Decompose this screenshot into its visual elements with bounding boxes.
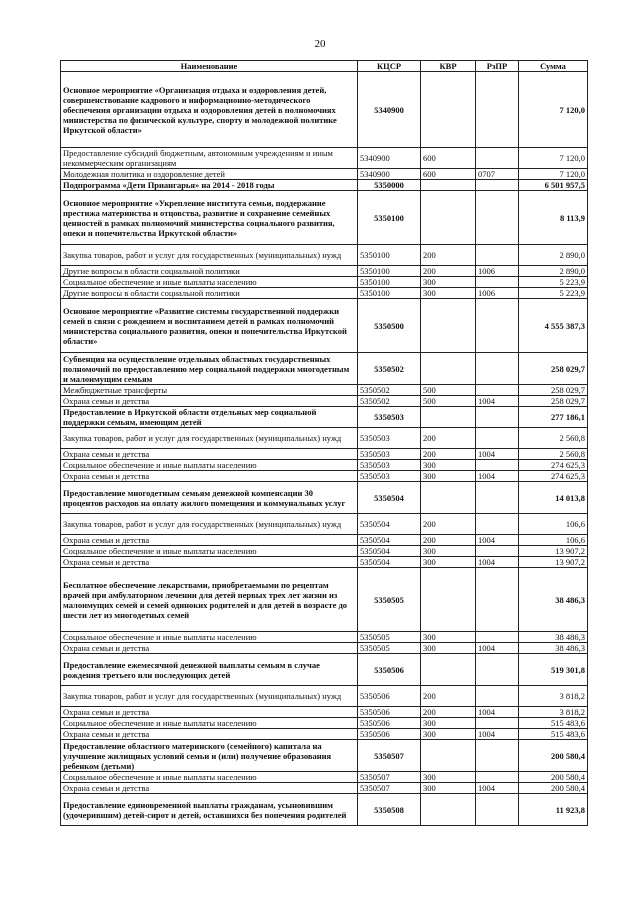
cell-name: Межбюджетные трансферты [61, 385, 358, 396]
cell-sum: 38 486,3 [519, 643, 588, 654]
cell-kcsr: 5350502 [358, 396, 421, 407]
cell-name: Охрана семьи и детства [61, 535, 358, 546]
cell-rzpr [476, 718, 519, 729]
cell-kvr: 600 [421, 148, 476, 169]
cell-kvr [421, 654, 476, 686]
cell-rzpr [476, 72, 519, 148]
cell-name: Социальное обеспечение и иные выплаты населению [61, 772, 358, 783]
cell-kcsr: 5350100 [358, 245, 421, 266]
cell-sum: 8 113,9 [519, 191, 588, 245]
cell-sum: 5 223,9 [519, 288, 588, 299]
cell-rzpr [476, 686, 519, 707]
cell-sum: 14 013,8 [519, 482, 588, 514]
cell-name: Субвенция на осуществление отдельных областных государственных полномочий по предоставлению мер социальной поддержки многодетным и малоимущим семьям [61, 353, 358, 385]
cell-kvr: 300 [421, 729, 476, 740]
table-row [61, 407, 588, 428]
cell-rzpr [476, 180, 519, 191]
cell-sum: 13 907,2 [519, 557, 588, 568]
cell-sum: 200 580,4 [519, 740, 588, 772]
cell-kcsr: 5350505 [358, 632, 421, 643]
budget-table [60, 60, 588, 826]
cell-rzpr [476, 428, 519, 449]
table-row [61, 288, 588, 299]
cell-name: Охрана семьи и детства [61, 643, 358, 654]
cell-sum: 3 818,2 [519, 686, 588, 707]
cell-name: Предоставление ежемесячной денежной выплаты семьям в случае рождения третьего или последующих детей [61, 654, 358, 686]
cell-kvr: 500 [421, 396, 476, 407]
cell-kcsr: 5350503 [358, 460, 421, 471]
cell-sum: 200 580,4 [519, 783, 588, 794]
table-row [61, 385, 588, 396]
cell-kcsr: 5350100 [358, 288, 421, 299]
cell-name: Другие вопросы в области социальной политики [61, 266, 358, 277]
cell-name: Предоставление многодетным семьям денежной компенсации 30 процентов расходов на оплату жилого помещения и коммунальных услуг [61, 482, 358, 514]
cell-rzpr [476, 654, 519, 686]
page-number: 20 [314, 38, 326, 50]
cell-name: Закупка товаров, работ и услуг для государственных (муниципальных) нужд [61, 428, 358, 449]
table-row [61, 277, 588, 288]
table-row [61, 707, 588, 718]
cell-name: Основное мероприятие «Укрепление института семьи, поддержание престижа материнства и отцовства, развитие и сохранение семейных ценностей в рамках полномочий министерства социального развития, опеки и попечительства Иркутской области» [61, 191, 358, 245]
table-row [61, 654, 588, 686]
cell-kvr: 300 [421, 288, 476, 299]
cell-kcsr: 5350505 [358, 643, 421, 654]
table-row [61, 449, 588, 460]
cell-rzpr: 1006 [476, 266, 519, 277]
cell-sum: 2 560,8 [519, 449, 588, 460]
cell-sum: 106,6 [519, 535, 588, 546]
cell-kcsr: 5350503 [358, 471, 421, 482]
cell-kvr [421, 740, 476, 772]
cell-sum: 106,6 [519, 514, 588, 535]
cell-kcsr: 5350506 [358, 729, 421, 740]
cell-sum: 515 483,6 [519, 718, 588, 729]
cell-name: Предоставление субсидий бюджетным, автономным учреждениям и иным некоммерческим организациям [61, 148, 358, 169]
column-header-rzpr: РзПР [476, 61, 519, 72]
cell-kcsr: 5350507 [358, 740, 421, 772]
cell-rzpr [476, 794, 519, 826]
cell-sum: 38 486,3 [519, 568, 588, 632]
cell-sum: 11 923,8 [519, 794, 588, 826]
table-row [61, 632, 588, 643]
cell-rzpr: 1004 [476, 707, 519, 718]
cell-name: Охрана семьи и детства [61, 729, 358, 740]
cell-kcsr: 5350502 [358, 353, 421, 385]
cell-name: Основное мероприятие «Развитие системы государственной поддержки семей в связи с рождением и воспитанием детей в рамках полномочий министерства социального развития, опеки и попечительства Иркутской области» [61, 299, 358, 353]
table-row [61, 514, 588, 535]
cell-kcsr: 5340900 [358, 148, 421, 169]
cell-kcsr: 5350504 [358, 482, 421, 514]
cell-kcsr: 5350507 [358, 783, 421, 794]
cell-rzpr: 1004 [476, 557, 519, 568]
cell-rzpr [476, 482, 519, 514]
cell-name: Социальное обеспечение и иные выплаты населению [61, 546, 358, 557]
table-row [61, 718, 588, 729]
cell-sum: 4 555 387,3 [519, 299, 588, 353]
cell-kvr: 300 [421, 718, 476, 729]
table-row [61, 72, 588, 148]
table-header-row [61, 61, 588, 72]
cell-sum: 515 483,6 [519, 729, 588, 740]
cell-kvr: 500 [421, 385, 476, 396]
cell-kvr: 300 [421, 632, 476, 643]
cell-kcsr: 5350503 [358, 449, 421, 460]
cell-kcsr: 5350506 [358, 707, 421, 718]
cell-name: Бесплатное обеспечение лекарствами, приобретаемыми по рецептам врачей при амбулаторном лечении для детей первых трех лет жизни из малоимущих семей и семей одиноких родителей и для детей в возрасте до шести лет из многодетных семей [61, 568, 358, 632]
table-row [61, 191, 588, 245]
cell-rzpr [476, 385, 519, 396]
table-row [61, 794, 588, 826]
cell-rzpr [476, 632, 519, 643]
cell-sum: 519 301,8 [519, 654, 588, 686]
cell-sum: 258 029,7 [519, 385, 588, 396]
cell-sum: 3 818,2 [519, 707, 588, 718]
cell-kvr [421, 794, 476, 826]
table-row [61, 482, 588, 514]
cell-name: Охрана семьи и детства [61, 396, 358, 407]
cell-sum: 2 890,0 [519, 266, 588, 277]
cell-kvr: 200 [421, 514, 476, 535]
cell-sum: 2 560,8 [519, 428, 588, 449]
cell-kcsr: 5350508 [358, 794, 421, 826]
cell-rzpr: 0707 [476, 169, 519, 180]
cell-name: Основное мероприятие «Организация отдыха и оздоровления детей, совершенствование кадрового и информационно-методического обеспечения организации отдыха и оздоровления детей в полномочиях министерства по физической культуре, спорту и молодежной политике Иркутской области» [61, 72, 358, 148]
cell-sum: 258 029,7 [519, 396, 588, 407]
cell-rzpr: 1006 [476, 288, 519, 299]
table-row [61, 686, 588, 707]
column-header-kcsr: КЦСР [358, 61, 421, 72]
cell-rzpr [476, 299, 519, 353]
cell-sum: 7 120,0 [519, 148, 588, 169]
cell-sum: 258 029,7 [519, 353, 588, 385]
cell-kvr [421, 353, 476, 385]
cell-kvr [421, 299, 476, 353]
table-row [61, 169, 588, 180]
cell-rzpr [476, 740, 519, 772]
cell-rzpr: 1004 [476, 449, 519, 460]
cell-sum: 274 625,3 [519, 460, 588, 471]
cell-name: Предоставление областного материнского (семейного) капитала на улучшение жилищных условий семьи и (или) получение образования ребенком (детьми) [61, 740, 358, 772]
table-row [61, 740, 588, 772]
table-row [61, 266, 588, 277]
cell-name: Охрана семьи и детства [61, 557, 358, 568]
cell-name: Социальное обеспечение и иные выплаты населению [61, 718, 358, 729]
cell-sum: 38 486,3 [519, 632, 588, 643]
cell-kcsr: 5350504 [358, 514, 421, 535]
cell-kvr [421, 568, 476, 632]
cell-kvr: 300 [421, 277, 476, 288]
table-row [61, 729, 588, 740]
cell-kcsr: 5350506 [358, 654, 421, 686]
cell-name: Охрана семьи и детства [61, 707, 358, 718]
table-row [61, 535, 588, 546]
cell-name: Охрана семьи и детства [61, 783, 358, 794]
cell-rzpr: 1004 [476, 783, 519, 794]
cell-kvr: 300 [421, 471, 476, 482]
cell-sum: 200 580,4 [519, 772, 588, 783]
cell-kcsr: 5350504 [358, 557, 421, 568]
table-row [61, 428, 588, 449]
cell-name: Социальное обеспечение и иные выплаты населению [61, 277, 358, 288]
table-row [61, 783, 588, 794]
cell-name: Предоставление в Иркутской области отдельных мер социальной поддержки семьям, имеющим детей [61, 407, 358, 428]
cell-kcsr: 5350100 [358, 191, 421, 245]
column-header-kvr: КВР [421, 61, 476, 72]
cell-sum: 6 501 957,5 [519, 180, 588, 191]
cell-kvr: 300 [421, 643, 476, 654]
cell-kvr: 300 [421, 783, 476, 794]
cell-name: Социальное обеспечение и иные выплаты населению [61, 632, 358, 643]
cell-rzpr [476, 245, 519, 266]
cell-kvr: 200 [421, 535, 476, 546]
cell-rzpr [476, 353, 519, 385]
cell-name: Социальное обеспечение и иные выплаты населению [61, 460, 358, 471]
cell-name: Подпрограмма «Дети Приангарья» на 2014 - 2018 годы [61, 180, 358, 191]
cell-kcsr: 5350507 [358, 772, 421, 783]
cell-kcsr: 5350506 [358, 718, 421, 729]
cell-rzpr [476, 514, 519, 535]
cell-kcsr: 5350100 [358, 277, 421, 288]
cell-kcsr: 5350505 [358, 568, 421, 632]
cell-kcsr: 5350506 [358, 686, 421, 707]
cell-kcsr: 5350503 [358, 407, 421, 428]
table-row [61, 546, 588, 557]
cell-rzpr [476, 546, 519, 557]
cell-kcsr: 5350504 [358, 546, 421, 557]
cell-kvr: 200 [421, 686, 476, 707]
table-row [61, 568, 588, 632]
cell-rzpr [476, 407, 519, 428]
cell-sum: 5 223,9 [519, 277, 588, 288]
cell-kcsr: 5350500 [358, 299, 421, 353]
cell-rzpr [476, 191, 519, 245]
cell-kvr [421, 191, 476, 245]
cell-kvr [421, 72, 476, 148]
cell-kvr: 200 [421, 449, 476, 460]
cell-kcsr: 5350000 [358, 180, 421, 191]
cell-kvr [421, 482, 476, 514]
cell-name: Предоставление единовременной выплаты гражданам, усыновившим (удочерившим) детей-сирот и детей, оставшихся без попечения родителей [61, 794, 358, 826]
cell-sum: 13 907,2 [519, 546, 588, 557]
cell-kvr [421, 407, 476, 428]
cell-kvr [421, 180, 476, 191]
cell-kcsr: 5340900 [358, 169, 421, 180]
table-row [61, 299, 588, 353]
cell-name: Закупка товаров, работ и услуг для государственных (муниципальных) нужд [61, 245, 358, 266]
cell-kvr: 300 [421, 460, 476, 471]
cell-name: Закупка товаров, работ и услуг для государственных (муниципальных) нужд [61, 686, 358, 707]
cell-rzpr: 1004 [476, 396, 519, 407]
cell-rzpr: 1004 [476, 729, 519, 740]
table-row [61, 148, 588, 169]
cell-kvr: 600 [421, 169, 476, 180]
cell-name: Охрана семьи и детства [61, 471, 358, 482]
cell-kcsr: 5350100 [358, 266, 421, 277]
cell-kvr: 300 [421, 557, 476, 568]
cell-rzpr: 1004 [476, 535, 519, 546]
cell-kcsr: 5350502 [358, 385, 421, 396]
cell-kvr: 200 [421, 245, 476, 266]
cell-sum: 277 186,1 [519, 407, 588, 428]
cell-kvr: 300 [421, 772, 476, 783]
cell-rzpr [476, 277, 519, 288]
table-body [61, 72, 588, 826]
table-row [61, 643, 588, 654]
table-row [61, 460, 588, 471]
table-row [61, 471, 588, 482]
cell-rzpr [476, 568, 519, 632]
cell-name: Охрана семьи и детства [61, 449, 358, 460]
cell-rzpr: 1004 [476, 471, 519, 482]
table-row [61, 245, 588, 266]
cell-kvr: 200 [421, 266, 476, 277]
cell-name: Молодежная политика и оздоровление детей [61, 169, 358, 180]
cell-kvr: 200 [421, 428, 476, 449]
table-row [61, 180, 588, 191]
cell-name: Закупка товаров, работ и услуг для государственных (муниципальных) нужд [61, 514, 358, 535]
cell-rzpr [476, 772, 519, 783]
column-header-sum: Сумма [519, 61, 588, 72]
column-header-name: Наименование [61, 61, 358, 72]
cell-rzpr [476, 148, 519, 169]
table-row [61, 353, 588, 385]
cell-kcsr: 5350503 [358, 428, 421, 449]
table-row [61, 772, 588, 783]
cell-sum: 274 625,3 [519, 471, 588, 482]
cell-sum: 7 120,0 [519, 72, 588, 148]
cell-rzpr [476, 460, 519, 471]
table-row [61, 557, 588, 568]
cell-sum: 2 890,0 [519, 245, 588, 266]
cell-kvr: 200 [421, 707, 476, 718]
cell-kcsr: 5340900 [358, 72, 421, 148]
cell-kcsr: 5350504 [358, 535, 421, 546]
table-row [61, 396, 588, 407]
cell-kvr: 300 [421, 546, 476, 557]
cell-sum: 7 120,0 [519, 169, 588, 180]
cell-name: Другие вопросы в области социальной политики [61, 288, 358, 299]
cell-rzpr: 1004 [476, 643, 519, 654]
